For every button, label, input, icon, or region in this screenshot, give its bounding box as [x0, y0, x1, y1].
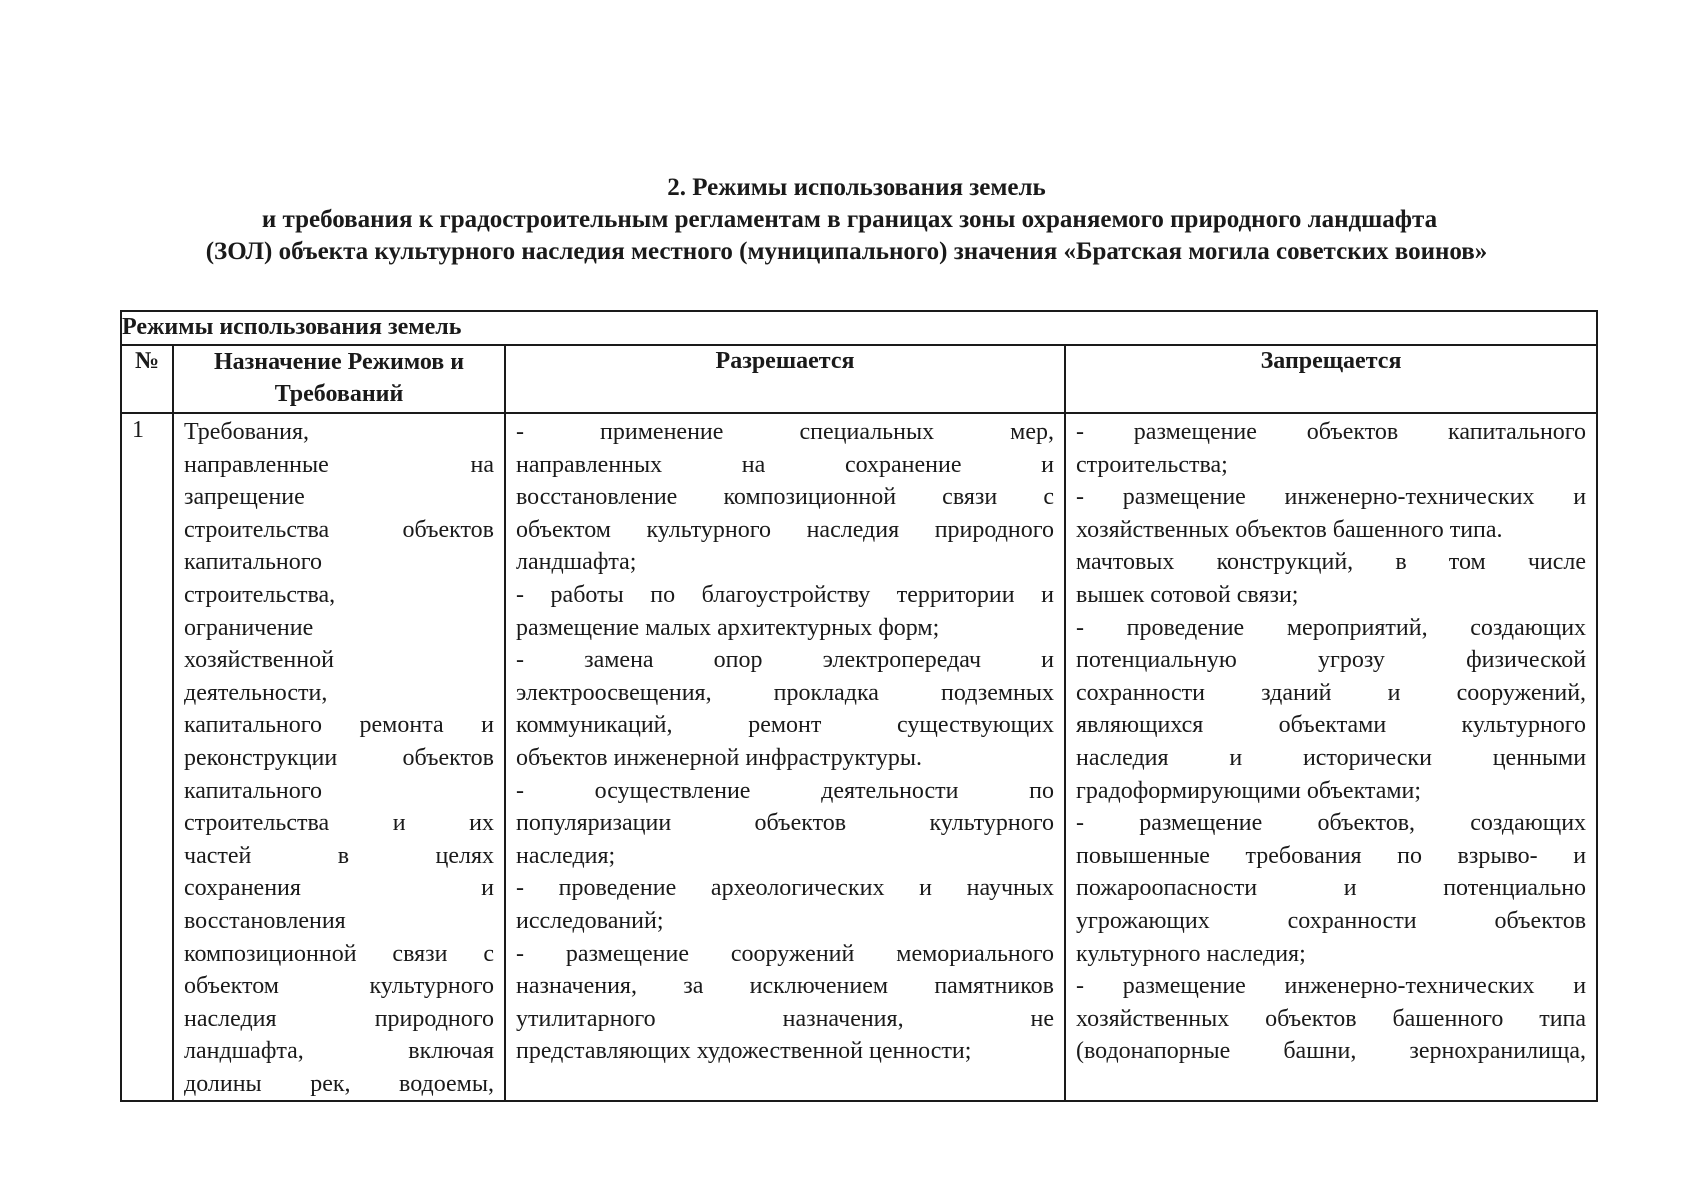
cell-line: - проведение мероприятий, создающих [1076, 614, 1587, 641]
cell-line: частей в целях [184, 842, 494, 869]
cell-line: восстановление композиционной связи с [516, 484, 1054, 511]
cell-line: пожароопасности и потенциально [1076, 875, 1587, 902]
table-title-row [121, 311, 1597, 345]
cell-line: - размещение сооружений мемориального [516, 940, 1054, 967]
cell-line: утилитарного назначения, не [516, 1005, 1054, 1032]
header-allowed: Разрешается [505, 345, 1065, 413]
cell-line: - размещение объектов, создающих [1076, 810, 1587, 837]
cell-line: - проведение археологических и научных [516, 875, 1054, 902]
cell-line: ограничение [184, 614, 314, 641]
cell-line: - применение специальных мер, [516, 419, 1054, 445]
cell-line: вышек сотовой связи; [1076, 581, 1299, 608]
cell-line: композиционной связи с [184, 940, 494, 967]
cell-line: строительства, [184, 581, 336, 608]
cell-line: наследия; [516, 842, 616, 869]
cell-line: хозяйственных объектов башенного типа. [1076, 516, 1503, 543]
cell-line: реконструкции объектов [184, 744, 494, 771]
cell-line: сохранения и [184, 875, 494, 902]
cell-line: объектом культурного [184, 973, 494, 1000]
cell-line: запрещение [184, 484, 305, 511]
cell-line: капитального [184, 549, 322, 576]
cell-line: сохранности зданий и сооружений, [1076, 679, 1587, 706]
row-purpose-cell [173, 413, 505, 1101]
land-use-regimes-table [120, 310, 1598, 1102]
cell-line: капитального ремонта и [184, 712, 494, 739]
table-row [121, 413, 1597, 1101]
cell-line: объектом культурного наследия природного [516, 516, 1054, 543]
cell-line: направленные на [184, 451, 494, 478]
document-heading [0, 172, 1693, 268]
cell-line: - размещение инженерно-технических и [1076, 973, 1587, 1000]
cell-line: хозяйственных объектов башенного типа [1076, 1005, 1587, 1032]
cell-line: назначения, за исключением памятников [516, 973, 1054, 1000]
cell-line: являющихся объектами культурного [1076, 712, 1587, 739]
cell-line: представляющих художественной ценности; [516, 1038, 972, 1065]
cell-line: электроосвещения, прокладка подземных [516, 679, 1054, 706]
cell-line: направленных на сохранение и [516, 451, 1054, 478]
cell-line: ландшафта, включая [184, 1038, 494, 1065]
cell-line: исследований; [516, 907, 664, 934]
cell-line: долины рек, водоемы, [184, 1070, 494, 1097]
cell-line: - размещение инженерно-технических и [1076, 484, 1587, 511]
header-number: № [121, 345, 173, 413]
heading-line-3: (ЗОЛ) объекта культурного наследия местного (муниципального) значения «Братская могила советских воинов» [205, 238, 1488, 265]
cell-line: размещение малых архитектурных форм; [516, 614, 940, 641]
row-forbidden-cell [1065, 413, 1597, 1101]
cell-line: - работы по благоустройству территории и [516, 581, 1054, 608]
row-allowed-cell [505, 413, 1065, 1101]
cell-line: строительства и их [184, 810, 494, 837]
cell-line: объектов инженерной инфраструктуры. [516, 744, 922, 771]
cell-line: строительства; [1076, 451, 1228, 478]
cell-line: ландшафта; [516, 549, 637, 576]
cell-line: потенциальную угрозу физической [1076, 647, 1587, 674]
cell-line: градоформирующими объектами; [1076, 777, 1422, 804]
cell-line: культурного наследия; [1076, 940, 1306, 967]
table-title: Режимы использования земель [121, 311, 1597, 345]
cell-line: восстановления [184, 907, 346, 934]
cell-line: наследия природного [184, 1005, 494, 1032]
cell-line: - размещение объектов капитального [1076, 419, 1587, 445]
cell-line: деятельности, [184, 679, 328, 706]
row-number: 1 [121, 413, 173, 1101]
cell-line: - замена опор электропередач и [516, 647, 1054, 674]
cell-line: наследия и исторически ценными [1076, 744, 1587, 771]
cell-line: Требования, [184, 419, 310, 445]
cell-line: повышенные требования по взрыво- и [1076, 842, 1587, 869]
cell-line: коммуникаций, ремонт существующих [516, 712, 1054, 739]
cell-line: (водонапорные башни, зернохранилища, [1076, 1038, 1587, 1065]
heading-line-2: и требования к градостроительным регламентам в границах зоны охраняемого природного ландшафта [261, 206, 1438, 233]
heading-line-1: 2. Режимы использования земель [667, 174, 1046, 201]
cell-line: угрожающих сохранности объектов [1076, 907, 1587, 934]
cell-line: капитального [184, 777, 322, 804]
cell-line: - осуществление деятельности по [516, 777, 1054, 804]
header-purpose: Назначение Режимов и Требований [173, 345, 505, 413]
table-header-row [121, 345, 1597, 413]
cell-line: хозяйственной [184, 647, 334, 674]
cell-line: строительства объектов [184, 516, 494, 543]
header-forbidden: Запрещается [1065, 345, 1597, 413]
cell-line: мачтовых конструкций, в том числе [1076, 549, 1587, 576]
cell-line: популяризации объектов культурного [516, 810, 1054, 837]
